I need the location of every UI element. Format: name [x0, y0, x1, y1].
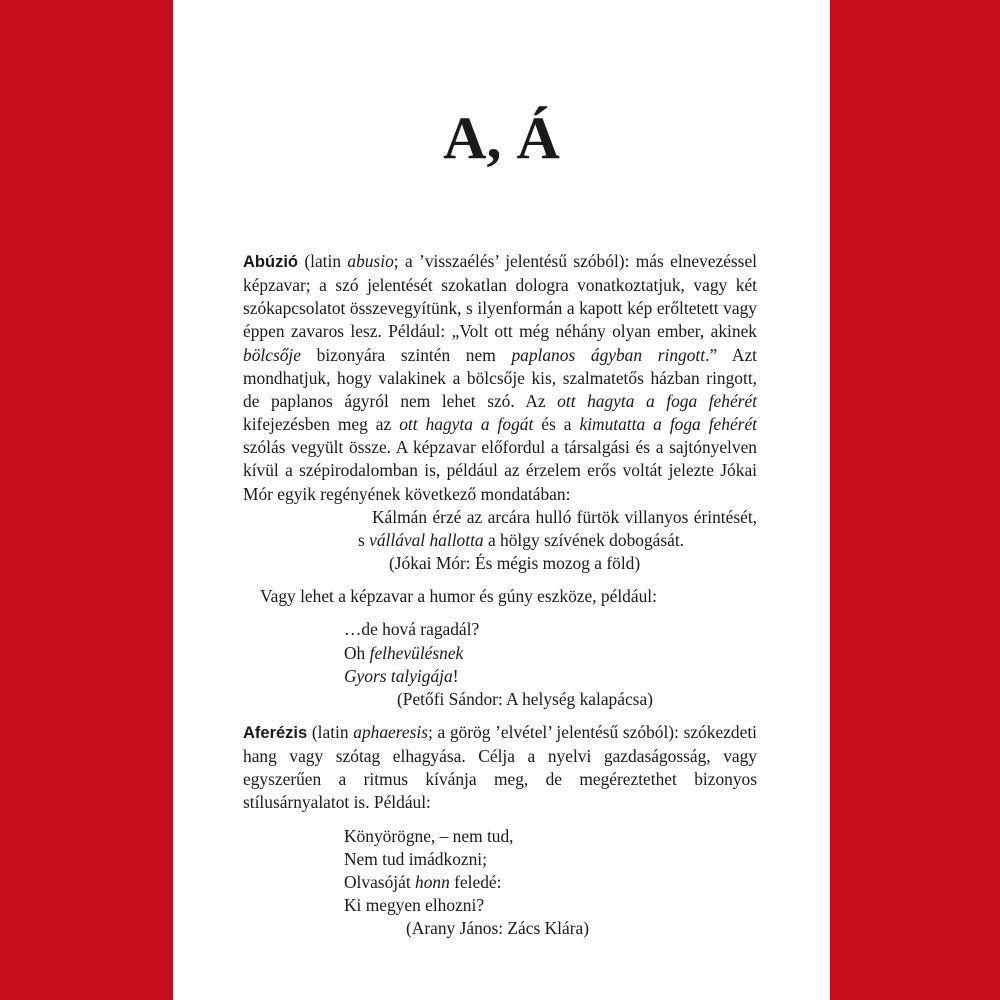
entry-text: és a — [533, 414, 580, 435]
verse-line: Ki megyen elhozni? — [344, 895, 485, 916]
quote-jokai — [243, 506, 757, 552]
humor-paragraph: Vagy lehet a képzavar a humor és gúny eszköze, például: — [260, 586, 657, 607]
page-content — [243, 250, 757, 940]
entry-text: .” Azt mondhatjuk, hogy valakinek a bölcsője kis, szalmatetős házban ringott, de paplanos ágyról nem lehet szó. Az — [243, 344, 757, 411]
verse-line: Olvasóját honn feledé: — [344, 871, 502, 892]
entry-abuzio — [243, 250, 757, 506]
entry-text: ; a ’visszaélés’ jelentésű szóból): más elnevezéssel képzavar; a szó jelentését szokatlan dologra vonatkoztatjuk, vagy két szókapcsolatot összevegyítünk, s ilyenformán a kapott kép erőltetett vagy éppen zavaros lesz. Például: „Volt ott még néhány olyan ember, akinek — [243, 251, 758, 342]
entry-italic: abusio — [347, 251, 394, 271]
entry-italic: ott hagyta a foga fehérét — [557, 390, 757, 411]
verse-line: Gyors talyigája! — [344, 665, 459, 686]
entry-text: (latin — [307, 721, 354, 742]
entry-text: szólás vegyült össze. A képzavar előfordul a társalgási és a sajtónyelven kívül a szépirodalomban is, például az érzelem erős voltát jelezte Jókai Mór egyik regényének következő mondatában: — [243, 437, 757, 504]
entry-italic: ott hagyta a fogát — [399, 414, 534, 435]
verse-arany — [243, 825, 757, 918]
verse-petofi — [243, 618, 757, 687]
verse-line: Könyörögne, – nem tud, — [344, 825, 514, 846]
entry-text: (latin — [298, 251, 348, 271]
verse-source: (Arany János: Zács Klára) — [406, 918, 590, 939]
entry-italic: kimutatta a foga fehérét — [579, 414, 757, 435]
entry-text: ; a görög ’elvétel’ jelentésű szóból): szókezdeti hang vagy szótag elhagyása. Célja a nyelvi gazdaságosság, vagy egyszerűen a ritmus kívánja meg, de megéreztethet bizonyos stílusárnyalatot is. Például: — [243, 721, 757, 813]
quote-text: a hölgy szívének dobogását. — [483, 529, 685, 550]
entry-italic: bölcsője — [243, 344, 301, 365]
quote-source: (Jókai Mór: És mégis mozog a föld) — [389, 553, 641, 574]
entry-text: kifejezésben meg az — [243, 414, 400, 435]
entry-term: Abúzió — [243, 253, 298, 271]
chapter-heading: A, Á — [443, 105, 560, 171]
entry-text: bizonyára szintén nem — [300, 344, 512, 365]
entry-italic: aphaeresis — [353, 721, 428, 742]
quote-text: Kálmán érzé az arcára hulló fürtök villanyos érintését, s — [358, 506, 757, 550]
entry-italic: paplanos ágyban ringott — [511, 344, 706, 365]
verse-line: …de hová ragadál? — [344, 619, 480, 640]
entry-term: Aferézis — [243, 723, 308, 742]
entry-aferezis — [243, 721, 757, 815]
verse-line: Oh felhevülésnek — [344, 642, 464, 663]
verse-line: Nem tud imádkozni; — [344, 848, 487, 869]
book-page — [173, 0, 830, 1000]
verse-source: (Petőfi Sándor: A helység kalapácsa) — [397, 688, 653, 709]
quote-italic: vállával hallotta — [369, 529, 484, 550]
